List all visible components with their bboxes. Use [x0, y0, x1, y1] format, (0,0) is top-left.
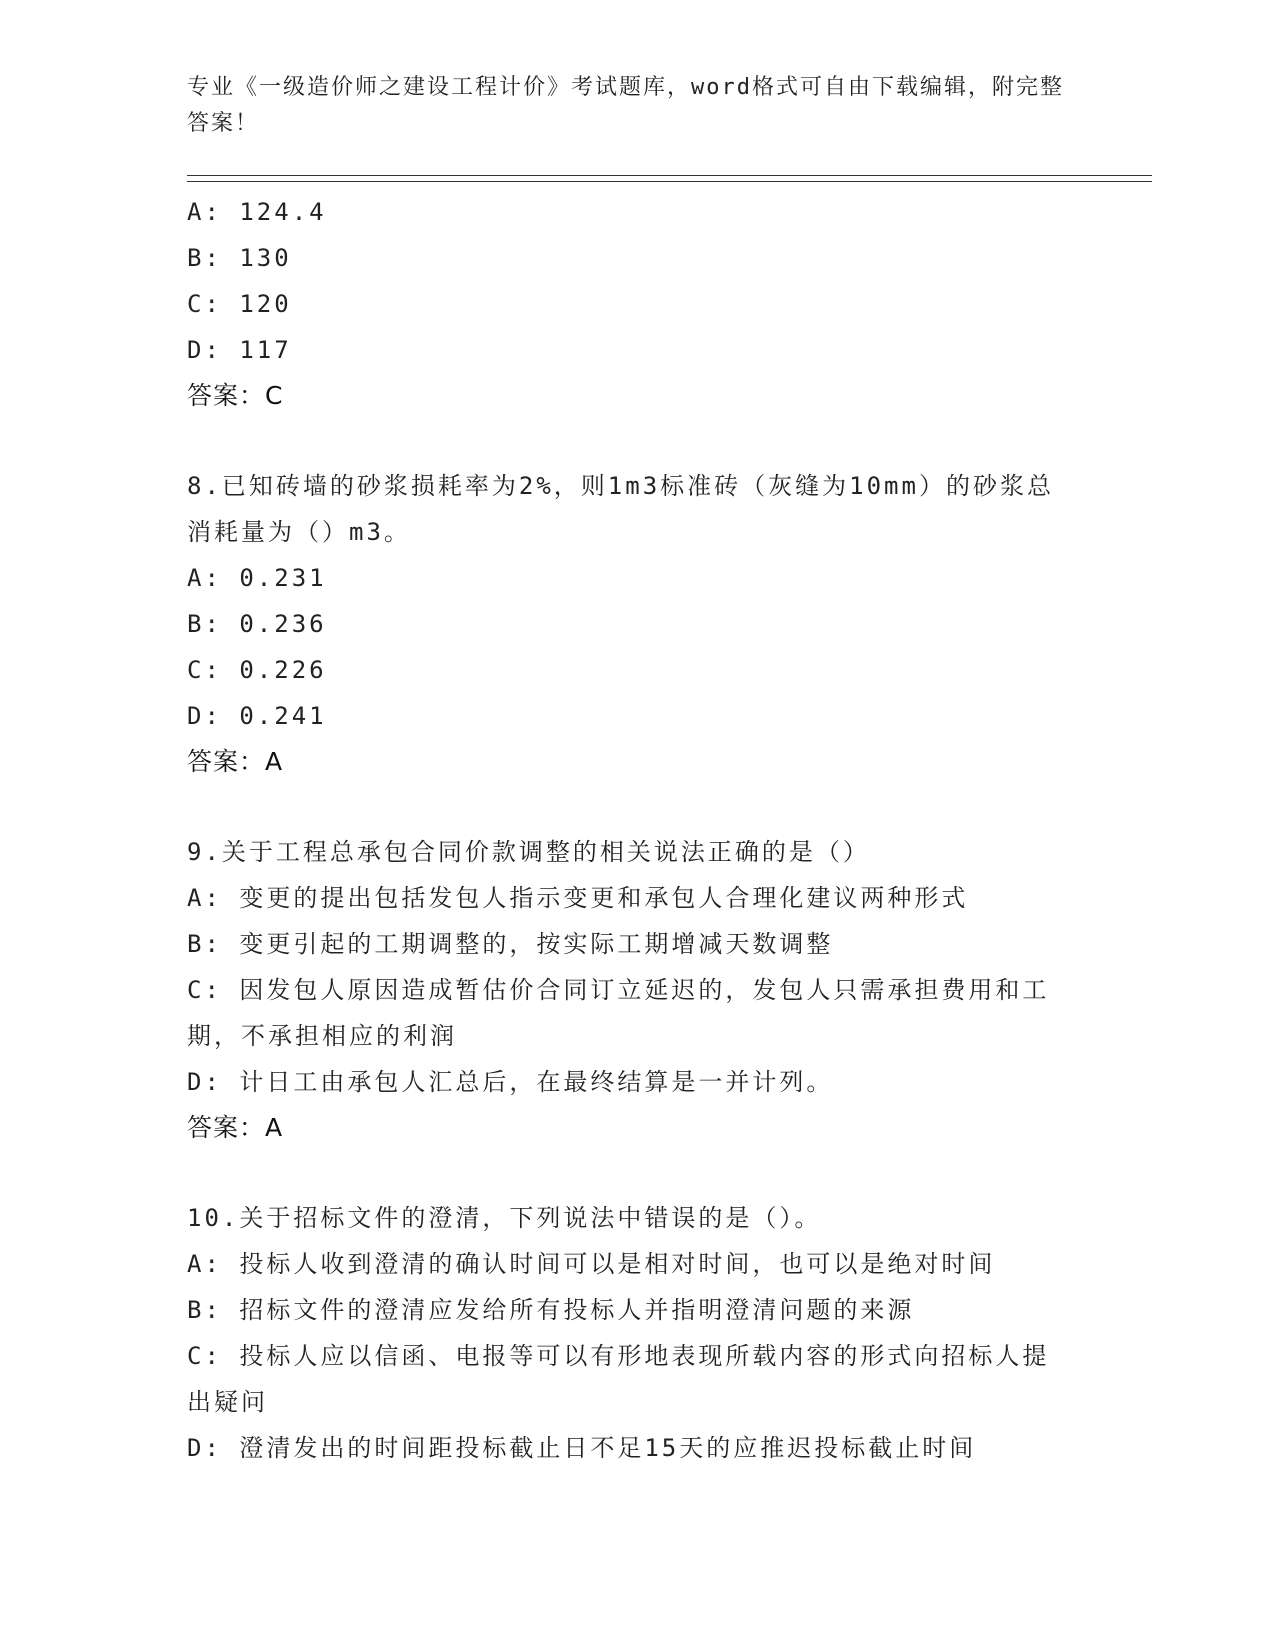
option-c: C: 投标人应以信函、电报等可以有形地表现所载内容的形式向招标人提出疑问: [187, 1342, 1050, 1416]
question-8-block: [187, 463, 1067, 785]
question-text: 10.关于招标文件的澄清，下列说法中错误的是（）。: [187, 1204, 822, 1232]
question-text: 8.已知砖墙的砂浆损耗率为2%，则1m3标准砖（灰缝为10mm）的砂浆总消耗量为（）m3。: [187, 472, 1054, 546]
answer-label: 答案：A: [187, 1113, 284, 1142]
spacer: [187, 1151, 1067, 1195]
option-a: A: 124.4: [187, 198, 327, 226]
header-divider-top: [187, 175, 1152, 176]
option-b: B: 0.236: [187, 610, 327, 638]
answer-label: 答案：C: [187, 381, 284, 410]
option-a: A: 投标人收到澄清的确认时间可以是相对时间，也可以是绝对时间: [187, 1250, 996, 1278]
question-7-block: [187, 189, 1067, 419]
question-10-block: [187, 1195, 1067, 1471]
question-content: [187, 189, 1067, 1471]
option-b: B: 变更引起的工期调整的，按实际工期增减天数调整: [187, 930, 834, 958]
option-c: C: 因发包人原因造成暂估价合同订立延迟的，发包人只需承担费用和工期，不承担相应的利润: [187, 976, 1050, 1050]
question-9-block: [187, 829, 1067, 1151]
question-text: 9.关于工程总承包合同价款调整的相关说法正确的是（）: [187, 838, 870, 866]
option-d: D: 0.241: [187, 702, 327, 730]
option-d: D: 117: [187, 336, 292, 364]
option-a: A: 0.231: [187, 564, 327, 592]
spacer: [187, 419, 1067, 463]
spacer: [187, 785, 1067, 829]
option-d: D: 澄清发出的时间距投标截止日不足15天的应推迟投标截止时间: [187, 1434, 977, 1462]
option-a: A: 变更的提出包括发包人指示变更和承包人合理化建议两种形式: [187, 884, 969, 912]
option-c: C: 120: [187, 290, 292, 318]
option-b: B: 130: [187, 244, 292, 272]
document-header: 专业《一级造价师之建设工程计价》考试题库，word格式可自由下载编辑，附完整答案！: [187, 75, 1064, 136]
option-b: B: 招标文件的澄清应发给所有投标人并指明澄清问题的来源: [187, 1296, 915, 1324]
header-divider-bottom: [187, 181, 1152, 182]
answer-label: 答案：A: [187, 747, 284, 776]
option-c: C: 0.226: [187, 656, 327, 684]
option-d: D: 计日工由承包人汇总后，在最终结算是一并计列。: [187, 1068, 834, 1096]
